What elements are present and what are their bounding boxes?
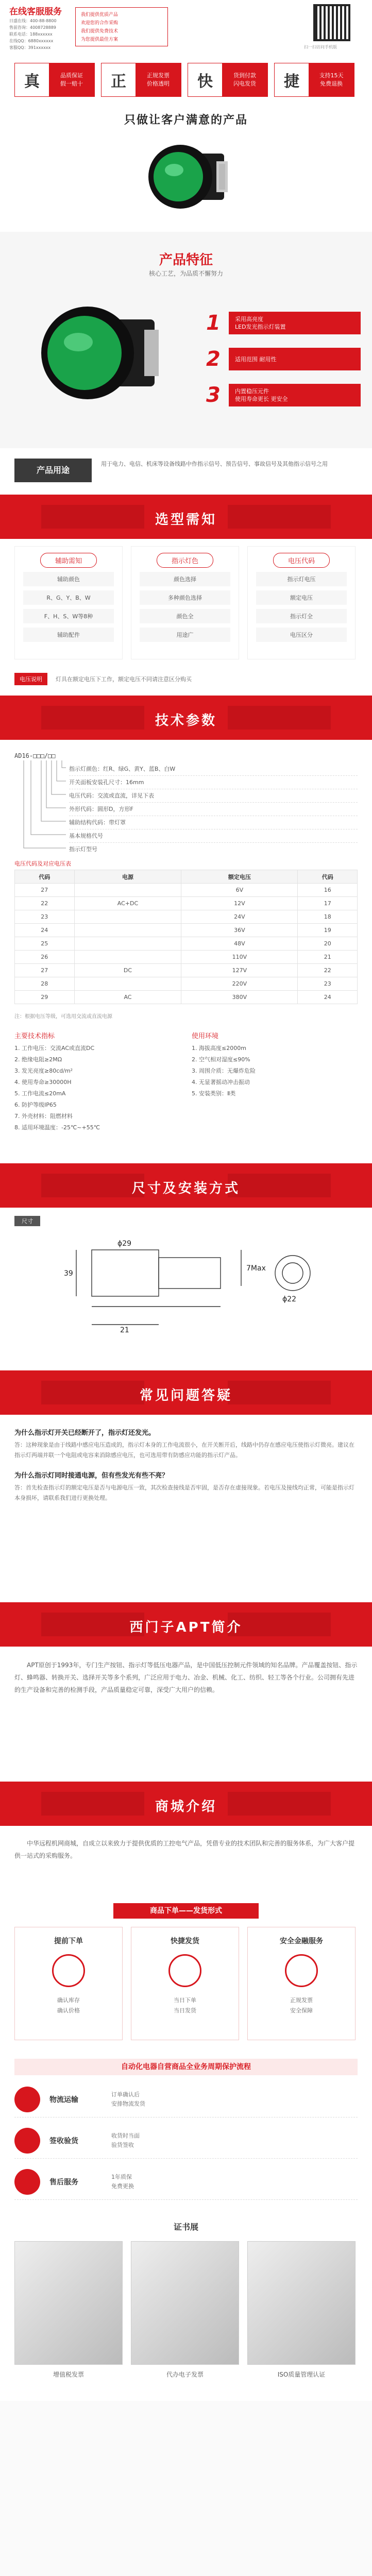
flow-title: 售后服务 [49,2178,78,2187]
badge-big-char: 快 [197,73,213,91]
order-step-head: 安全金融服务 [280,1937,323,1945]
tech-def: 辅助结构代码：带灯罩 [69,816,358,829]
dims-banner [0,1163,372,1208]
badge-big-char: 正 [111,73,126,91]
table-row [15,977,358,991]
badge-text: 正规发票 价格透明 [136,63,181,96]
table-cell: 12V [181,897,298,910]
table-cell: 380V [181,991,298,1004]
brand-text: APT原创于1993年，专门生产按钮、指示灯等低压电器产品，是中国低压控制元件领域的知名品牌。产品覆盖按钮、指示灯、蜂鸣器、转换开关、选择开关等多个系列，广泛应用于电力、冶金、机械、化工、纺织、轻工等各个行业。公司拥有先进的生产设备和完善的检测手段，产品质量稳定可靠，深受广大用户的信赖。 [14,1662,358,1693]
features-subtitle: 核心工艺，为品质不懈努力 [148,270,223,277]
feature-number: 3 [206,383,221,407]
table-cell: 48V [181,937,298,951]
spec-left-list [14,1043,179,1133]
spec-left-item: 3. 发光亮度≥80cd/m² [14,1067,73,1074]
spec-left-item: 2. 绝缘电阻≥2MΩ [14,1056,62,1063]
spec-right-item: 2. 空气相对湿度≤90% [192,1056,250,1063]
cert-card [247,2241,356,2385]
order-step-line: 确认库存 [57,1997,80,2004]
selection-item: R、G、Y、B、W [23,590,114,605]
tech-banner [0,696,372,740]
order-banner: 商品下单——发货形式 [113,1903,259,1919]
feature-text: 采用高亮度 LED发光指示灯装置 [229,312,361,334]
badge-text: 支持15天 免费退换 [309,63,354,96]
dim-d1: ϕ29 [117,1240,132,1248]
cert-card [131,2241,239,2385]
model-code-lines [21,760,67,853]
shop-title: 商城介绍 [155,1799,217,1815]
service-line: 我们提供免费技术 [81,29,119,34]
flow-title: 物流运输 [49,2095,78,2104]
spec-right-item: 3. 周围介质：无爆炸危险 [192,1067,256,1074]
flow-text: 订单确认后 安排物流发货 [111,2091,145,2107]
table-cell: 110V [181,951,298,964]
voltage-table-note: 注：根据电压等级，可选用交流或直流电源 [14,1014,112,1020]
table-cell: 26 [15,951,75,964]
order-step-icon [285,1954,318,1987]
contact-line: 在线QQ：6880xxxxxx [9,39,54,43]
table-cell: 6V [181,884,298,897]
spec-left-item: 5. 工作电流≤20mA [14,1090,66,1097]
table-cell: 27 [15,884,75,897]
selection-item: 指示灯电压 [256,572,347,586]
table-header-cell: 电源 [74,870,181,884]
cert-list [0,2241,372,2396]
table-cell: 24 [298,991,358,1004]
cert-title: 证书展 [173,2222,198,2232]
selection-column [131,546,239,659]
selection-item: 指示灯全 [256,609,347,623]
spec-left-item: 7. 外壳材料：阻燃材料 [14,1113,73,1120]
brand-title: 西门子APT简介 [129,1620,243,1635]
table-cell: 22 [15,897,75,910]
selection-item: 额定电压 [256,590,347,605]
order-step [14,1927,123,2040]
selection-title: 选型需知 [155,512,217,528]
table-cell: 24 [15,924,75,937]
feature-number: 1 [206,311,221,335]
selection-item: 用途广 [140,628,230,642]
features-title: 产品特征 [159,252,213,268]
order-step-icon [52,1954,85,1987]
selection-column-head: 辅助需知 [40,553,97,568]
faq-answer: 答：这种现象是由于线路中感应电压造成的，指示灯本身的工作电流很小，在开关断开后，线路中仍存在感应电压使指示灯微亮。建议在指示灯两端并联一个电阻或电容来消除感应电压，也可选用带有防感应功能的指示灯产品。 [14,1442,354,1459]
spec-right-list [192,1043,357,1099]
tech-def: 指示灯颜色：红R、绿G、黄Y、蓝B、白W [69,762,358,776]
dims-label: 尺寸 [14,1216,40,1226]
flow-icon [14,2169,40,2195]
usage-label: 产品用途 [14,459,92,482]
contact-list [9,18,57,51]
selection-item: 颜色选择 [140,572,230,586]
spec-left-item: 1. 工作电压：交流AC或直流DC [14,1045,95,1052]
table-header-row [15,870,358,884]
selection-column-head: 指示灯色 [157,553,213,568]
tech-def: 开关面板安装孔尺寸：16mm [69,776,358,789]
contact-line: 售前咨询：4008728889 [9,25,56,30]
table-cell: 36V [181,924,298,937]
badge [14,63,95,97]
voltage-table-title: 电压代码及对应电压表 [14,860,71,867]
brand-banner [0,1602,372,1647]
flow-text: 收货时当面 验货签收 [111,2132,140,2148]
feature-item [206,309,361,337]
badge [274,63,354,97]
selection-item: 辅助配件 [23,628,114,642]
order-step-line: 确认价格 [57,2007,80,2014]
table-cell: 18 [298,910,358,924]
badges-row [0,60,372,101]
faq-question: 为什么指示灯同时接通电源，但有些发光有些不亮？ [14,1472,169,1480]
selection-note-label: 电压说明 [14,673,47,685]
selection-item: 颜色全 [140,609,230,623]
table-cell: 29 [15,991,75,1004]
dim-d5: 7Max [246,1264,266,1273]
order-step [247,1927,356,2040]
tech-def: 基本规格代号 [69,829,358,843]
order-step-icon [168,1954,201,1987]
order-step-head: 快捷发货 [171,1937,199,1945]
cert-label: ISO质量管理认证 [277,2371,326,2378]
dim-d3: 21 [120,1326,129,1334]
table-cell: 220V [181,977,298,991]
qr-caption: 扫一扫访问手机版 [304,45,337,49]
spec-right-head: 使用环境 [192,1032,219,1040]
table-cell [74,937,181,951]
cert-image [247,2241,356,2365]
header-title: 在线客服服务 [9,7,62,17]
tech-def: 外形代码：圆形D，方形F [69,803,358,816]
voltage-table [14,870,358,1004]
table-cell [74,951,181,964]
feature-number: 2 [206,347,221,371]
table-cell: 20 [298,937,358,951]
spec-right-item: 4. 无显著摇动冲击振动 [192,1079,250,1086]
table-cell: 23 [15,910,75,924]
faq-list [0,1422,372,1597]
cert-label: 增值税发票 [53,2371,84,2378]
feature-text: 内置稳压元件 使用寿命更长 更安全 [229,384,361,406]
table-row [15,897,358,910]
table-row [15,991,358,1004]
table-header-cell: 代码 [298,870,358,884]
badge-big-char: 捷 [284,73,299,91]
indicator-lamp-image [139,133,237,226]
shop-text: 中华远程机网商城，自成立以来致力于提供优质的工控电气产品，凭借专业的技术团队和完善的服务体系，为广大客户提供一站式的采购服务。 [14,1840,355,1859]
table-cell [74,977,181,991]
spec-left-item: 6. 防护等级IP65 [14,1101,57,1108]
selection-banner [0,495,372,539]
model-code: AD16-□□□/□□ [14,752,56,759]
service-line: 为您提供最佳方案 [81,37,119,42]
selection-item: 电压区分 [256,628,347,642]
cert-image [131,2241,239,2365]
table-cell: 28 [15,977,75,991]
contact-line: 客服QQ：391xxxxxx [9,45,51,50]
cert-label: 代办电子发票 [166,2371,204,2378]
table-cell: 19 [298,924,358,937]
table-header-cell: 代码 [15,870,75,884]
contact-line: 日盛在线：400-88-8800 [9,19,57,23]
spec-right-item: 5. 安装类别：Ⅱ类 [192,1090,236,1097]
cert-image [14,2241,123,2365]
badge [188,63,268,97]
contact-line: 联系电话：188xxxxxx [9,32,53,37]
flow-item [14,2164,358,2200]
selection-note-text: 灯具在额定电压下工作，额定电压不同请注意区分购买 [56,676,192,683]
selection-column-head: 电压代码 [273,553,330,568]
cert-card [14,2241,123,2385]
table-cell: AC [74,991,181,1004]
table-cell [74,924,181,937]
order-step-head: 提前下单 [54,1937,83,1945]
faq-banner [0,1370,372,1415]
flow-icon [14,2087,40,2112]
order-steps [0,1927,372,2050]
badge-text: 货到付款 闪电发货 [222,63,267,96]
tech-def: 电压代码：交流或直流，详见下表 [69,789,358,803]
order-step-line: 当日下单 [174,1997,196,2004]
tech-defs [69,762,358,855]
qr-code[interactable] [313,4,350,41]
dim-d4: ϕ22 [282,1295,297,1303]
table-cell [74,910,181,924]
table-cell: 27 [15,964,75,977]
table-cell: 16 [298,884,358,897]
dimension-drawing [14,1229,358,1363]
table-row [15,884,358,897]
faq-title: 常见问题答疑 [139,1388,232,1403]
table-cell: 24V [181,910,298,924]
flow-text: 1年质保 免费更换 [111,2173,134,2190]
dims-title: 尺寸及安装方式 [131,1181,240,1196]
badge-text: 品质保证 假一赔十 [49,63,94,96]
flow-banner: 自动化电器自营商品全业务周期保护流程 [14,2059,358,2075]
table-cell: 21 [298,951,358,964]
service-box [75,7,168,46]
selection-columns [0,546,372,665]
selection-item: 多种颜色选择 [140,590,230,605]
service-line: 欢迎您的合作采购 [81,21,119,26]
table-cell: 22 [298,964,358,977]
selection-column [247,546,356,659]
selection-column [14,546,123,659]
table-header-cell: 额定电压 [181,870,298,884]
spec-left-item: 4. 使用寿命≥30000H [14,1079,72,1086]
dim-d2: 39 [64,1269,73,1278]
feature-item [206,381,361,409]
tech-title: 技术参数 [155,713,217,728]
spec-left-head: 主要技术指标 [14,1032,55,1040]
flow-item [14,2081,358,2117]
order-step-line: 正规发票 [290,1997,313,2004]
selection-item: 辅助颜色 [23,572,114,586]
feature-lamp-image [31,299,165,412]
flow-icon [14,2128,40,2154]
flow-title: 签收验货 [49,2137,78,2145]
table-row [15,964,358,977]
shop-banner [0,1782,372,1826]
usage-text: 用于电力、电信、机床等设备线路中作指示信号、预告信号、事故信号及其他指示信号之用 [101,461,328,467]
order-step [131,1927,239,2040]
tech-def: 指示灯型号 [69,843,358,855]
table-cell: 23 [298,977,358,991]
service-line: 我们提供优质产品 [81,12,119,18]
flow-item [14,2123,358,2159]
badge-big-char: 真 [24,73,40,91]
feature-text: 适用范围 耐用性 [229,348,361,370]
faq-item [14,1470,358,1503]
table-cell: DC [74,964,181,977]
flow-list [0,2081,372,2215]
hero-slogan: 只做让客户满意的产品 [124,114,248,127]
table-cell: 127V [181,964,298,977]
spec-left-item: 8. 适用环境温度：-25℃~+55℃ [14,1124,100,1131]
order-step-line: 当日发货 [174,2007,196,2014]
faq-question: 为什么指示灯开关已经断开了，指示灯还发光。 [14,1429,156,1437]
faq-answer: 答：首先检查指示灯的额定电压是否与电源电压一致，其次检查接线是否牢固，是否存在虚接现象。若电压及接线均正常，可能是指示灯本身损坏，请联系我们进行更换处理。 [14,1484,354,1501]
table-cell [74,884,181,897]
table-cell: 17 [298,897,358,910]
order-step-line: 安全保障 [290,2007,313,2014]
badge [101,63,181,97]
table-row [15,951,358,964]
table-row [15,937,358,951]
table-cell: 25 [15,937,75,951]
table-row [15,910,358,924]
table-row [15,924,358,937]
faq-item [14,1427,358,1461]
table-cell: AC+DC [74,897,181,910]
feature-item [206,345,361,373]
selection-item: F、H、S、W等8种 [23,609,114,623]
spec-right-item: 1. 海拔高度≤2000m [192,1045,246,1052]
